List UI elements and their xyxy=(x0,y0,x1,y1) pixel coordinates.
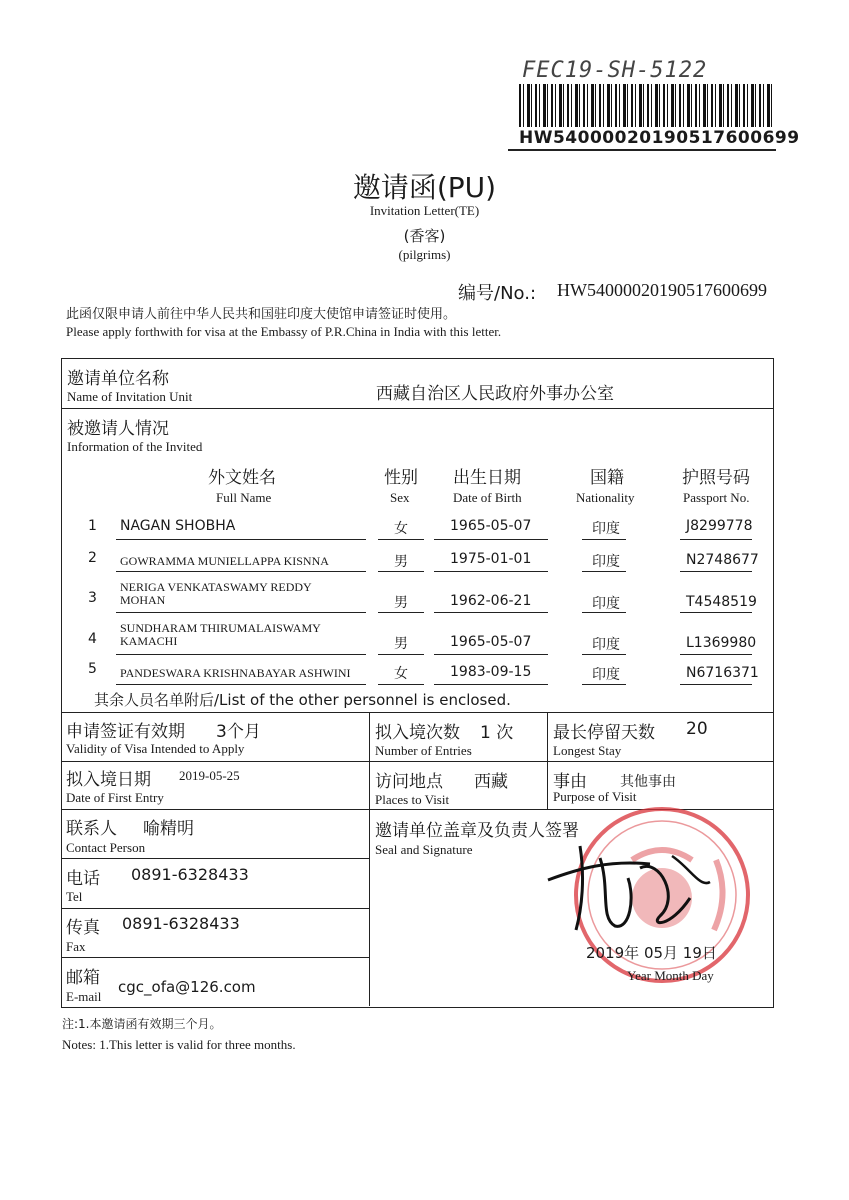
validity-value: 3个月 xyxy=(216,722,261,742)
underline xyxy=(434,654,548,655)
row-nat: 印度 xyxy=(592,554,620,570)
underline xyxy=(434,684,548,685)
invited-label-en: Information of the Invited xyxy=(67,439,203,454)
header-dob-en: Date of Birth xyxy=(453,490,522,505)
email-value: cgc_ofa@126.com xyxy=(118,978,256,996)
row-passport: N2748677 xyxy=(686,552,759,568)
seal-date: 2019年 05月 19日 xyxy=(586,944,717,962)
underline xyxy=(582,654,626,655)
underline xyxy=(680,539,752,540)
purpose-value: 其他事由 xyxy=(620,774,676,790)
underline xyxy=(582,612,626,613)
first-entry-label-en: Date of First Entry xyxy=(66,790,164,805)
handwritten-reference: FEC19-SH-5122 xyxy=(522,58,708,83)
divider xyxy=(62,858,370,859)
row-number: 5 xyxy=(88,661,97,677)
validity-label-cn: 申请签证有效期 xyxy=(66,722,185,742)
divider xyxy=(62,908,370,909)
divider xyxy=(547,712,548,809)
row-passport: J8299778 xyxy=(686,518,753,534)
row-nat: 印度 xyxy=(592,637,620,653)
underline xyxy=(378,571,424,572)
row-dob: 1965-05-07 xyxy=(450,634,532,650)
category-cn: (香客) xyxy=(403,227,446,245)
tel-label-en: Tel xyxy=(66,889,83,904)
seal-date-en: Year Month Day xyxy=(627,968,714,983)
underline xyxy=(116,571,366,572)
underline xyxy=(680,571,752,572)
row-nat: 印度 xyxy=(592,521,620,537)
row-nat: 印度 xyxy=(592,667,620,683)
entries-value: 1 次 xyxy=(480,723,514,743)
row-number: 4 xyxy=(88,631,97,647)
underline xyxy=(582,571,626,572)
underline xyxy=(116,539,366,540)
underline xyxy=(116,612,366,613)
header-nat-en: Nationality xyxy=(576,490,635,505)
places-label-cn: 访问地点 xyxy=(375,772,443,792)
email-label-cn: 邮箱 xyxy=(66,968,100,988)
underline xyxy=(434,612,548,613)
underline xyxy=(582,684,626,685)
validity-label-en: Validity of Visa Intended to Apply xyxy=(66,741,245,756)
underline xyxy=(680,684,752,685)
row-dob: 1962-06-21 xyxy=(450,593,532,609)
entries-label-cn: 拟入境次数 xyxy=(375,723,460,743)
barcode xyxy=(519,84,775,127)
row-number: 1 xyxy=(88,518,97,534)
underline xyxy=(116,684,366,685)
barcode-underline xyxy=(508,149,776,151)
row-name: SUNDHARAM THIRUMALAISWAMY KAMACHI xyxy=(120,621,321,648)
header-dob-cn: 出生日期 xyxy=(453,468,521,488)
document-title: 邀请函(PU) xyxy=(352,171,497,204)
stay-value: 20 xyxy=(686,719,708,739)
row-name: GOWRAMMA MUNIELLAPPA KISNNA xyxy=(120,554,329,568)
places-value: 西藏 xyxy=(474,772,508,792)
unit-label-en: Name of Invitation Unit xyxy=(67,389,193,404)
underline xyxy=(378,539,424,540)
divider xyxy=(369,712,370,1006)
underline xyxy=(378,684,424,685)
row-sex: 男 xyxy=(394,636,408,652)
others-note: 其余人员名单附后/List of the other personnel is enclosed. xyxy=(94,691,511,709)
header-passport-cn: 护照号码 xyxy=(682,468,750,488)
stay-label-cn: 最长停留天数 xyxy=(553,723,655,743)
fax-value: 0891-6328433 xyxy=(122,914,240,933)
divider xyxy=(62,408,773,409)
row-name: NERIGA VENKATASWAMY REDDY MOHAN xyxy=(120,580,312,607)
header-name-cn: 外文姓名 xyxy=(208,468,276,488)
underline xyxy=(680,654,752,655)
divider xyxy=(62,712,773,713)
underline xyxy=(582,539,626,540)
row-nat: 印度 xyxy=(592,596,620,612)
row-sex: 男 xyxy=(394,595,408,611)
document-subtitle: Invitation Letter(TE) xyxy=(369,203,480,218)
barcode-number: HW54000020190517600699 xyxy=(519,128,800,148)
places-label-en: Places to Visit xyxy=(375,792,450,807)
underline xyxy=(680,612,752,613)
contact-label-en: Contact Person xyxy=(66,840,146,855)
unit-value: 西藏自治区人民政府外事办公室 xyxy=(376,384,614,404)
row-passport: N6716371 xyxy=(686,665,759,681)
first-entry-value: 2019-05-25 xyxy=(179,768,240,783)
invited-label-cn: 被邀请人情况 xyxy=(67,419,169,439)
underline xyxy=(434,539,548,540)
header-sex-en: Sex xyxy=(390,490,410,505)
row-dob: 1983-09-15 xyxy=(450,664,532,680)
row-dob: 1965-05-07 xyxy=(450,518,532,534)
row-name: PANDESWARA KRISHNABAYAR ASHWINI xyxy=(120,666,351,680)
fax-label-cn: 传真 xyxy=(66,918,100,938)
row-number: 2 xyxy=(88,550,97,566)
purpose-label-cn: 事由 xyxy=(553,772,587,792)
row-passport: T4548519 xyxy=(686,594,757,610)
seal-label-en: Seal and Signature xyxy=(375,842,473,857)
row-sex: 男 xyxy=(394,554,408,570)
row-name: NAGAN SHOBHA xyxy=(120,518,236,534)
email-label-en: E-mail xyxy=(66,989,102,1004)
stay-label-en: Longest Stay xyxy=(553,743,622,758)
first-entry-label-cn: 拟入境日期 xyxy=(66,770,151,790)
intro-en: Please apply forthwith for visa at the Embassy of P.R.China in India with this letter. xyxy=(66,324,502,339)
fax-label-en: Fax xyxy=(66,939,86,954)
entries-label-en: Number of Entries xyxy=(375,743,472,758)
divider xyxy=(62,957,370,958)
tel-value: 0891-6328433 xyxy=(131,865,249,884)
row-dob: 1975-01-01 xyxy=(450,551,532,567)
underline xyxy=(378,654,424,655)
contact-label-cn: 联系人 xyxy=(66,819,117,839)
number-value: HW54000020190517600699 xyxy=(557,280,767,300)
row-sex: 女 xyxy=(394,666,408,682)
unit-label-cn: 邀请单位名称 xyxy=(67,369,169,389)
notes-cn: 注:1.本邀请函有效期三个月。 xyxy=(62,1017,222,1031)
row-passport: L1369980 xyxy=(686,635,757,651)
header-sex-cn: 性别 xyxy=(384,468,418,488)
header-passport-en: Passport No. xyxy=(683,490,750,505)
category-en: (pilgrims) xyxy=(398,247,451,262)
header-name-en: Full Name xyxy=(216,490,272,505)
divider xyxy=(62,761,773,762)
handwritten-signature xyxy=(540,838,720,938)
underline xyxy=(434,571,548,572)
tel-label-cn: 电话 xyxy=(66,869,100,889)
purpose-label-en: Purpose of Visit xyxy=(553,789,637,804)
row-number: 3 xyxy=(88,590,97,606)
contact-value: 喻精明 xyxy=(143,819,194,839)
header-nat-cn: 国籍 xyxy=(590,468,624,488)
notes-en: Notes: 1.This letter is valid for three months. xyxy=(62,1037,296,1052)
underline xyxy=(378,612,424,613)
intro-cn: 此函仅限申请人前往中华人民共和国驻印度大使馆申请签证时使用。 xyxy=(66,307,457,322)
number-label: 编号/No.: xyxy=(458,283,537,304)
underline xyxy=(116,654,366,655)
row-sex: 女 xyxy=(394,521,408,537)
seal-label-cn: 邀请单位盖章及负责人签署 xyxy=(375,821,579,841)
